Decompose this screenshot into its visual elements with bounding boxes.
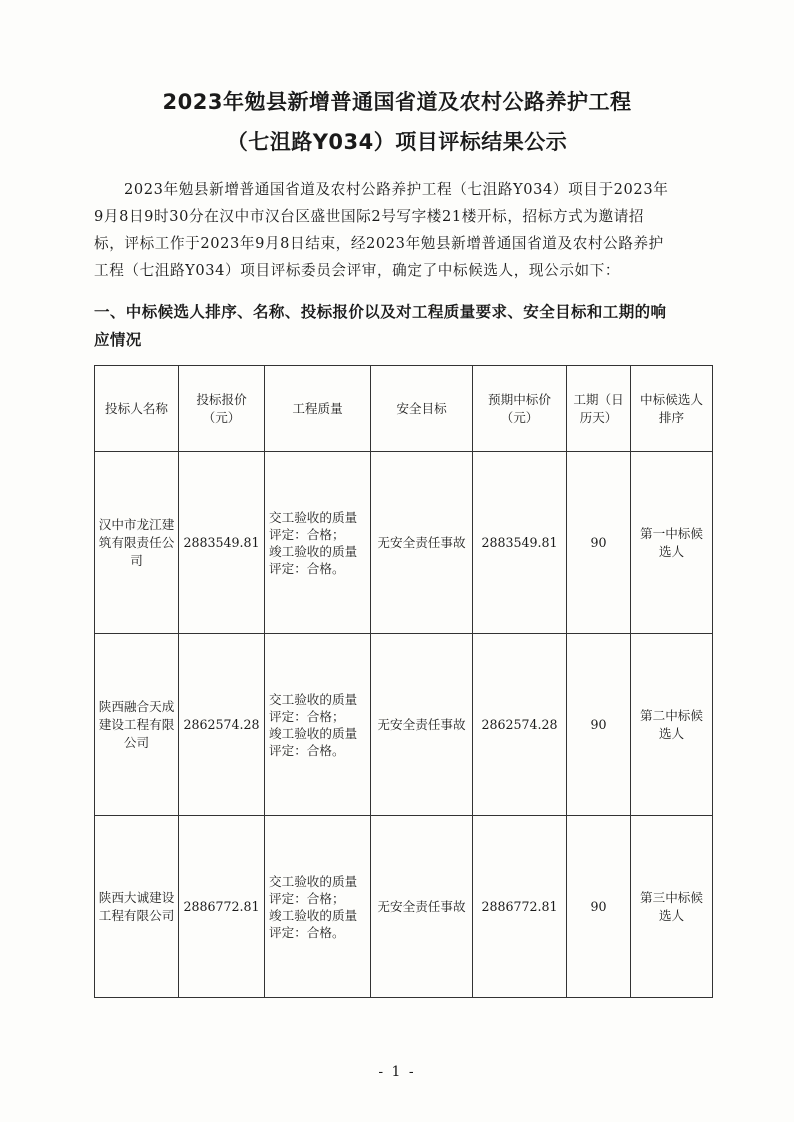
cell-bid-price: 2862574.28 (179, 634, 265, 816)
header-safety: 安全目标 (371, 366, 473, 452)
header-quality: 工程质量 (265, 366, 371, 452)
cell-rank: 第二中标候选人 (631, 634, 713, 816)
cell-bidder: 陕西大诚建设工程有限公司 (95, 816, 179, 998)
cell-safety: 无安全责任事故 (371, 452, 473, 634)
quality-line: 交工验收的质量评定：合格； (269, 691, 358, 724)
table-row (95, 816, 713, 998)
cell-safety: 无安全责任事故 (371, 816, 473, 998)
section-heading-line-1: 一、中标候选人排序、名称、投标报价以及对工程质量要求、安全目标和工期的响 (94, 302, 667, 321)
table-header-row (95, 366, 713, 452)
cell-expected-price: 2883549.81 (473, 452, 567, 634)
cell-duration: 90 (567, 452, 631, 634)
intro-line-1: 2023年勉县新增普通国省道及农村公路养护工程（七沮路Y034）项目于2023年 (124, 181, 669, 198)
header-rank: 中标候选人排序 (631, 366, 713, 452)
section-heading (94, 298, 708, 354)
intro-line-2: 9月8日9时30分在汉中市汉台区盛世国际2号写字楼21楼开标，招标方式为邀请招 (94, 208, 645, 225)
page-number: - 1 - (378, 1064, 416, 1080)
cell-quality (265, 634, 371, 816)
quality-line: 交工验收的质量评定：合格； (269, 873, 358, 906)
quality-line: 竣工验收的质量评定：合格。 (269, 725, 358, 758)
header-duration: 工期（日历天） (567, 366, 631, 452)
document-title-line-2: （七沮路Y034）项目评标结果公示 (226, 130, 568, 154)
header-bid-price: 投标报价（元） (179, 366, 265, 452)
intro-paragraph (94, 176, 708, 284)
cell-rank: 第三中标候选人 (631, 816, 713, 998)
section-heading-line-2: 应情况 (94, 330, 142, 349)
cell-duration: 90 (567, 634, 631, 816)
cell-expected-price: 2862574.28 (473, 634, 567, 816)
cell-bid-price: 2883549.81 (179, 452, 265, 634)
cell-rank: 第一中标候选人 (631, 452, 713, 634)
cell-safety: 无安全责任事故 (371, 634, 473, 816)
cell-bidder: 汉中市龙江建筑有限责任公司 (95, 452, 179, 634)
bid-results-table (94, 365, 713, 998)
table-row (95, 634, 713, 816)
cell-quality (265, 816, 371, 998)
quality-line: 交工验收的质量评定：合格； (269, 509, 358, 542)
header-expected-price: 预期中标价（元） (473, 366, 567, 452)
cell-expected-price: 2886772.81 (473, 816, 567, 998)
cell-quality (265, 452, 371, 634)
intro-line-3: 标，评标工作于2023年9月8日结束，经2023年勉县新增普通国省道及农村公路养护 (94, 235, 664, 252)
table-row (95, 452, 713, 634)
cell-duration: 90 (567, 816, 631, 998)
cell-bidder: 陕西融合天成建设工程有限公司 (95, 634, 179, 816)
header-bidder: 投标人名称 (95, 366, 179, 452)
quality-line: 竣工验收的质量评定：合格。 (269, 543, 358, 576)
quality-line: 竣工验收的质量评定：合格。 (269, 907, 358, 940)
document-title-line-1: 2023年勉县新增普通国省道及农村公路养护工程 (162, 90, 632, 114)
intro-line-4: 工程（七沮路Y034）项目评标委员会评审，确定了中标候选人，现公示如下： (94, 262, 621, 279)
cell-bid-price: 2886772.81 (179, 816, 265, 998)
